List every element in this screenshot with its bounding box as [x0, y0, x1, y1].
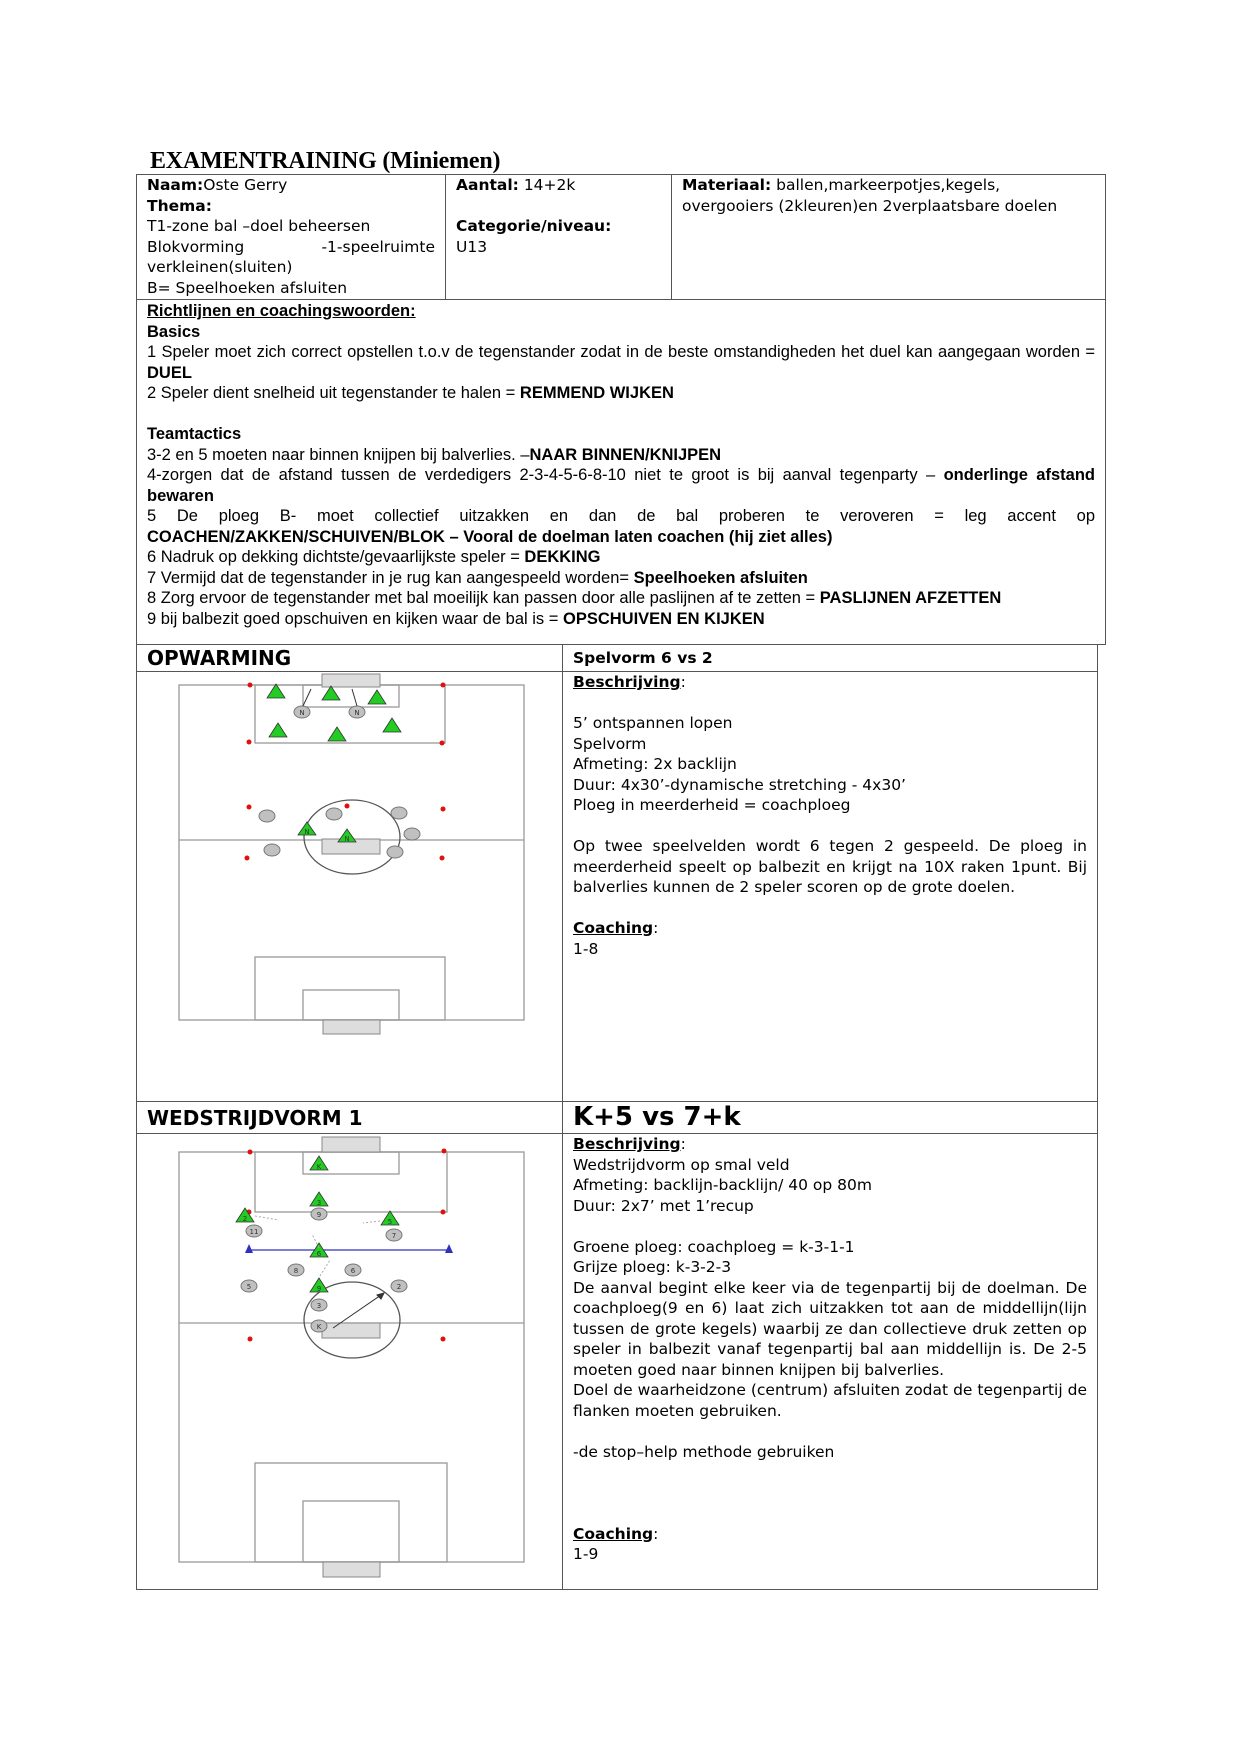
movement-arrow-icon — [320, 1260, 330, 1276]
player-label: 9 — [316, 1211, 322, 1219]
teamtactics-item-3: 3-2 en 5 moeten naar binnen knijpen bij balverlies. –NAAR BINNEN/KNIJPEN — [147, 445, 722, 464]
wedstrijdvorm-section-label: WEDSTRIJDVORM 1 — [147, 1106, 363, 1130]
teamtactics-item-9: 9 bij balbezit goed opschuiven en kijken waar de bal is = OPSCHUIVEN EN KIJKEN — [147, 609, 765, 628]
player-label: 5 — [387, 1218, 393, 1226]
cone-icon — [245, 856, 250, 861]
basics-item-2: 2 Speler dient snelheid uit tegenstander te halen = REMMEND WIJKEN — [147, 384, 674, 402]
wedstrijdvorm-form-title: K+5 vs 7+k — [573, 1102, 741, 1132]
cone-icon — [441, 1210, 446, 1215]
player-label: N — [344, 835, 350, 843]
materiaal-cell — [672, 175, 1105, 216]
player-label: 7 — [391, 1232, 397, 1240]
richtlijnen-heading: Richtlijnen en coachingswoorden: — [147, 302, 416, 320]
big-cone-icon — [445, 1244, 453, 1253]
player-label: N — [299, 709, 305, 717]
basics-item-1: 1 Speler moet zich correct opstellen t.o.v de tegenstander zodat in de beste omstandigheden het duel kan aangegaan worden = DUEL — [147, 343, 1095, 382]
aantal-value: 14+2k — [523, 176, 576, 194]
arrowhead-icon — [377, 1293, 384, 1299]
cone-icon — [248, 683, 253, 688]
wedstrijdvorm-line: Duur: 2x7’ met 1’recup — [573, 1196, 754, 1215]
penalty-area-bottom — [255, 957, 445, 1020]
goal-net-top — [322, 1137, 380, 1152]
opwarming-line: Duur: 4x30’-dynamische stretching - 4x30’ — [573, 775, 906, 794]
opwarming-line: 5’ ontspannen lopen — [573, 714, 733, 732]
wedstrijdvorm-line: Wedstrijdvorm op smal veld — [573, 1155, 790, 1174]
penalty-area-bottom — [255, 1463, 447, 1562]
green-player-icon — [328, 727, 346, 741]
player-label: 2 — [242, 1215, 248, 1223]
opwarming-section-label: OPWARMING — [147, 646, 292, 670]
aantal-label: Aantal: — [456, 176, 519, 194]
player-label: 5 — [246, 1283, 252, 1291]
opwarming-description: Beschrijving: 5’ ontspannen lopen Spelvorm Afmeting: 2x backlijn Duur: 4x30’-dynamische stretching - 4x30’ Ploeg in meerderheid = coachploeg Op twee speelvelden wordt 6 tegen 2 gespeeld. De ploeg in meerderheid speelt op balbezit en krijgt na 10X raken 1punt. Bij balverlies kunnen de 2 speler scoren op de grote doelen. Coaching: 1-8 — [573, 673, 1087, 958]
coaching-value: 1-8 — [573, 939, 599, 958]
teamtactics-heading: Teamtactics — [147, 425, 242, 443]
teamtactics-item-6: 6 Nadruk op dekking dichtste/gevaarlijkste speler = DEKKING — [147, 548, 601, 566]
green-player-icon — [383, 718, 401, 732]
thema-line-3: B= Speelhoeken afsluiten — [147, 278, 348, 297]
categorie-label: Categorie/niveau: — [456, 217, 612, 235]
opwarming-diagram-cell — [137, 672, 562, 1101]
cone-icon — [441, 1337, 446, 1342]
cone-icon — [248, 1337, 253, 1342]
naam-label: Naam: — [147, 176, 204, 194]
grey-player-icon — [391, 807, 407, 819]
zone-top — [255, 1152, 447, 1212]
green-player-icon — [368, 690, 386, 704]
cone-icon — [247, 805, 252, 810]
green-player-icon — [267, 684, 285, 698]
movement-arrow-icon — [363, 1221, 380, 1223]
thema-line-2a: Blokvorming -1-speelruimte — [147, 237, 435, 256]
document-title: EXAMENTRAINING (Miniemen) — [150, 148, 501, 174]
thema-label: Thema: — [147, 196, 212, 215]
player-label: 6 — [350, 1267, 356, 1275]
goal-net-top — [322, 674, 380, 687]
header-table — [136, 174, 1106, 300]
cone-icon — [442, 1149, 447, 1154]
player-label: 3 — [316, 1302, 322, 1310]
goal-net-center — [322, 1323, 380, 1338]
wedstrijdvorm-paragraph-1: De aanval begint elke keer via de tegenpartij bij de doelman. De coachploeg(9 en 6) laat zich uitzakken tot aan de middellijn(lijn tussen de grote kegels) waarbij ze dan collectieve druk zetten op speler in balbezit vanaf tegenpartij bal aan middellijn is. De 2-5 moeten goed naar binnen knijpen bij balverlies. — [573, 1278, 1087, 1379]
wedstrijdvorm-paragraph-3: -de stop–help methode gebruiken — [573, 1442, 835, 1461]
aantal-cell — [446, 175, 671, 257]
cone-icon — [247, 740, 252, 745]
team-green: Groene ploeg: coachploeg = k-3-1-1 — [573, 1237, 855, 1256]
materiaal-label: Materiaal: — [682, 176, 772, 194]
beschrijving-label: Beschrijving — [573, 1135, 681, 1153]
sessions-table — [136, 644, 1098, 1590]
coaching-value: 1-9 — [573, 1545, 599, 1563]
goal-net-bottom — [323, 1562, 380, 1577]
player-label: K — [316, 1163, 322, 1171]
player-label: N — [354, 709, 360, 717]
player-label: N — [304, 828, 310, 836]
opwarming-line: Afmeting: 2x backlijn — [573, 755, 737, 773]
goal-area-bottom — [303, 1501, 399, 1562]
cone-icon — [441, 807, 446, 812]
beschrijving-label: Beschrijving — [573, 673, 681, 691]
naam-cell — [137, 175, 445, 298]
arrow-icon — [352, 689, 357, 706]
wedstrijdvorm-description: Beschrijving: Wedstrijdvorm op smal veld Afmeting: backlijn-backlijn/ 40 op 80m Duur: 2x7’ met 1’recup Groene ploeg: coachploeg = k-3-1-1 Grijze ploeg: k-3-2-3 De aanval begint elke keer via de tegenpartij bij de doelman. De coachploeg(9 en 6) laat zich uitzakken tot aan de middellijn(lijn tussen de grote kegels) waarbij ze dan collectieve druk zetten op speler in balbezit vanaf tegenpartij bal aan middellijn is. De 2-5 moeten goed naar binnen knijpen bij balverlies. Doel de waarheidzone (centrum) afsluiten zodat de tegenpartij de flanken moeten gebruiken. -de stop–help methode gebruiken Coaching: 1-9 — [573, 1135, 1087, 1563]
teamtactics-item-5: 5 De ploeg B- moet collectief uitzakken en dan de bal proberen te veroveren = leg accent op COACHEN/ZAKKEN/SCHUIVEN/BLOK – Vooral de doelman laten coachen (hij ziet alles) — [147, 507, 1095, 546]
grey-player-icon — [326, 808, 342, 820]
cone-icon — [345, 804, 350, 809]
categorie-value: U13 — [456, 237, 488, 256]
cone-icon — [440, 856, 445, 861]
opwarming-form-title: Spelvorm 6 vs 2 — [573, 649, 713, 667]
opwarming-line: Spelvorm — [573, 734, 647, 753]
thema-line-2b: verkleinen(sluiten) — [147, 258, 293, 276]
wedstrijdvorm-line: Afmeting: backlijn-backlijn/ 40 op 80m — [573, 1176, 872, 1194]
wedstrijdvorm-field-diagram — [137, 1134, 562, 1589]
grey-player-icon — [387, 846, 403, 858]
movement-arrow-icon — [255, 1216, 279, 1220]
grey-player-icon — [264, 844, 280, 856]
coaching-label: Coaching — [573, 1524, 654, 1543]
player-label: K — [316, 1323, 322, 1331]
player-label: 8 — [293, 1267, 299, 1275]
teamtactics-item-4: 4-zorgen dat de afstand tussen de verdedigers 2-3-4-5-6-8-10 niet te groot is bij aanval tegenparty – onderlinge afstand bewaren — [147, 466, 1095, 505]
team-grey: Grijze ploeg: k-3-2-3 — [573, 1258, 732, 1276]
wedstrijdvorm-diagram-cell — [137, 1134, 562, 1589]
coaching-label: Coaching — [573, 919, 654, 937]
basics-heading: Basics — [147, 322, 201, 341]
goal-area-bottom — [303, 990, 399, 1020]
opwarming-line: Ploeg in meerderheid = coachploeg — [573, 796, 851, 814]
grey-player-icon — [404, 828, 420, 840]
player-label: 6 — [316, 1250, 322, 1258]
player-label: 2 — [396, 1283, 402, 1291]
cone-icon — [441, 683, 446, 688]
opwarming-paragraph: Op twee speelvelden wordt 6 tegen 2 gespeeld. De ploeg in meerderheid speelt op balbezit en krijgt na 10X raken 1punt. Bij balverlies kunnen de 2 speler scoren op de grote doelen. — [573, 837, 1087, 896]
cone-icon — [440, 741, 445, 746]
opwarming-field-diagram — [137, 672, 562, 1101]
materiaal-value: ballen,markeerpotjes,kegels, overgooiers (2kleuren)en 2verplaatsbare doelen — [682, 176, 1058, 215]
teamtactics-item-8: 8 Zorg ervoor de tegenstander met bal moeilijk kan passen door alle paslijnen af te zetten = PASLIJNEN AFZETTEN — [147, 589, 1002, 607]
green-player-icon — [322, 686, 340, 700]
goal-net-bottom — [323, 1020, 380, 1034]
big-cone-icon — [245, 1244, 253, 1253]
richtlijnen-box — [136, 299, 1106, 645]
naam-value: Oste Gerry — [203, 176, 288, 194]
arrow-icon — [303, 689, 311, 706]
player-label: 9 — [316, 1285, 322, 1293]
teamtactics-item-7: 7 Vermijd dat de tegenstander in je rug kan aangespeeld worden= Speelhoeken afsluiten — [147, 568, 808, 587]
player-label: 3 — [316, 1199, 322, 1207]
cone-icon — [248, 1150, 253, 1155]
wedstrijdvorm-paragraph-2: Doel de waarheidzone (centrum) afsluiten zodat de tegenpartij de flanken moeten gebruiken. — [573, 1381, 1087, 1420]
player-label: 11 — [249, 1228, 259, 1236]
green-player-icon — [269, 723, 287, 737]
grey-player-icon — [259, 810, 275, 822]
thema-line-1: T1-zone bal –doel beheersen — [147, 217, 371, 235]
